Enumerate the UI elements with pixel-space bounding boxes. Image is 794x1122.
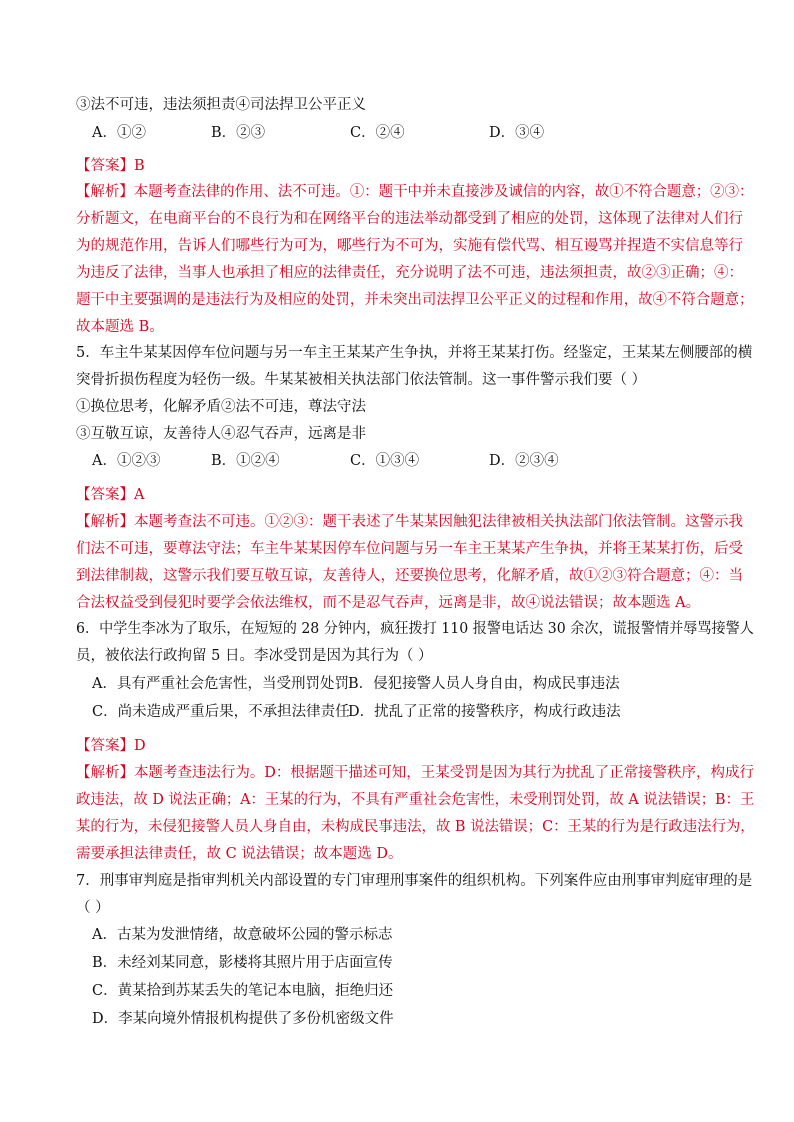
q5-stem-line: ③互敬互谅，友善待人④忍气吞声，远离是非 <box>76 426 366 442</box>
q7-option-c: C．黄某拾到苏某丢失的笔记本电脑，拒绝归还 <box>92 983 394 999</box>
q6-analysis-line: 政违法，故 D 说法正确；A：王某的行为，不具有严重社会危害性，未受刑罚处罚，故 A 说法错误；B：王 <box>76 792 755 808</box>
q7-option-d: D．李某向境外情报机构提供了多份机密级文件 <box>92 1011 394 1027</box>
q6-analysis-line: 某的行为，未侵犯接警人员人身自由，未构成民事违法，故 B 说法错误；C：王某的行为是行政违法行为， <box>76 819 755 835</box>
q5-analysis-line: 【解析】本题考查法不可违。①②③：题干表述了牛某某因触犯法律被相关执法部门依法管制。这警示我 <box>76 514 743 530</box>
q4-analysis-line: 分析题文，在电商平台的不良行为和在网络平台的违法举动都受到了相应的处罚，这体现了法律对人们行 <box>76 211 743 227</box>
q7-option-b: B．未经刘某同意，影楼将其照片用于店面宣传 <box>92 955 393 971</box>
q7-stem-line: （ ） <box>76 900 110 916</box>
q7-stem-line: 7．刑事审判庭是指审判机关内部设置的专门审理刑事案件的组织机构。下列案件应由刑事审判庭审理的是 <box>76 873 753 889</box>
q6-option-b: B．侵犯接警人员人身自由，构成民事违法 <box>348 676 620 692</box>
q5-option-d: D．②③④ <box>489 453 559 469</box>
q4-answer: 【答案】B <box>76 158 145 174</box>
q4-analysis-line: 为的规范作用，告诉人们哪些行为可为，哪些行为不可为，实施有偿代骂、相互谩骂并捏造不实信息等行 <box>76 238 743 254</box>
q5-option-a: A．①②③ <box>92 453 161 469</box>
q6-analysis-line: 需要承担法律责任，故 C 说法错误；故本题选 D。 <box>76 846 403 862</box>
q5-answer: 【答案】A <box>76 487 145 503</box>
q4-option-d: D．③④ <box>489 125 545 141</box>
q6-answer: 【答案】D <box>76 738 146 754</box>
q5-stem-line: 5．车主牛某某因停车位问题与另一车主王某某产生争执，并将王某某打伤。经鉴定，王某某左侧腰部的横 <box>76 345 753 361</box>
q5-option-b: B．①②④ <box>211 453 280 469</box>
q7-option-a: A．古某为发泄情绪，故意破坏公园的警示标志 <box>92 927 393 943</box>
q4-analysis-line: 题干中主要强调的是违法行为及相应的处罚，并未突出司法捍卫公平正义的过程和作用，故④不符合题意； <box>76 292 754 308</box>
q4-analysis-line: 为违反了法律，当事人也承担了相应的法律责任，充分说明了法不可违，违法须担责，故②③正确；④： <box>76 265 743 281</box>
q6-analysis-line: 【解析】本题考查违法行为。D：根据题干描述可知，王某受罚是因为其行为扰乱了正常接警秩序，构成行 <box>76 765 754 781</box>
q4-analysis-line: 【解析】本题考查法律的作用、法不可违。①：题干中并未直接涉及诚信的内容，故①不符合题意；②③： <box>76 184 754 200</box>
q5-analysis-line: 合法权益受到侵犯时要学会依法维权，而不是忍气吞声，远离是非，故④说法错误；故本题选 A。 <box>76 595 701 611</box>
q5-stem-line: ①换位思考，化解矛盾②法不可违，尊法守法 <box>76 399 366 415</box>
q6-option-a: A．具有严重社会危害性，当受刑罚处罚 <box>92 676 349 692</box>
q5-stem-line: 突骨折损伤程度为轻伤一级。牛某某被相关执法部门依法管制。这一事件警示我们要（ ） <box>76 372 647 388</box>
q4-option-a: A．①② <box>92 125 146 141</box>
q5-analysis-line: 们法不可违，要尊法守法；车主牛某某因停车位问题与另一车主王某某产生争执，并将王某某打伤，后受 <box>76 541 743 557</box>
q4-option-c: C．②④ <box>350 125 405 141</box>
q4-option-b: B．②③ <box>211 125 266 141</box>
q6-option-c: C．尚未造成严重后果，不承担法律责任 <box>92 704 350 720</box>
q6-stem-line: 6．中学生李冰为了取乐，在短短的 28 分钟内，疯狂拨打 110 报警电话达 30 余次，谎报警情并辱骂接警人 <box>76 621 754 637</box>
q4-stem-tail: ③法不可违，违法须担责④司法捍卫公平正义 <box>76 97 366 113</box>
q5-option-c: C．①③④ <box>350 453 420 469</box>
q4-analysis-line: 故本题选 B。 <box>76 319 164 335</box>
q5-analysis-line: 到法律制裁，这警示我们要互敬互谅，友善待人，还要换位思考，化解矛盾，故①②③符合题意；④：当 <box>76 568 743 584</box>
q6-stem-line: 员，被依法行政拘留 5 日。李冰受罚是因为其行为（ ） <box>76 648 433 664</box>
q6-option-d: D．扰乱了正常的接警秩序，构成行政违法 <box>348 704 621 720</box>
